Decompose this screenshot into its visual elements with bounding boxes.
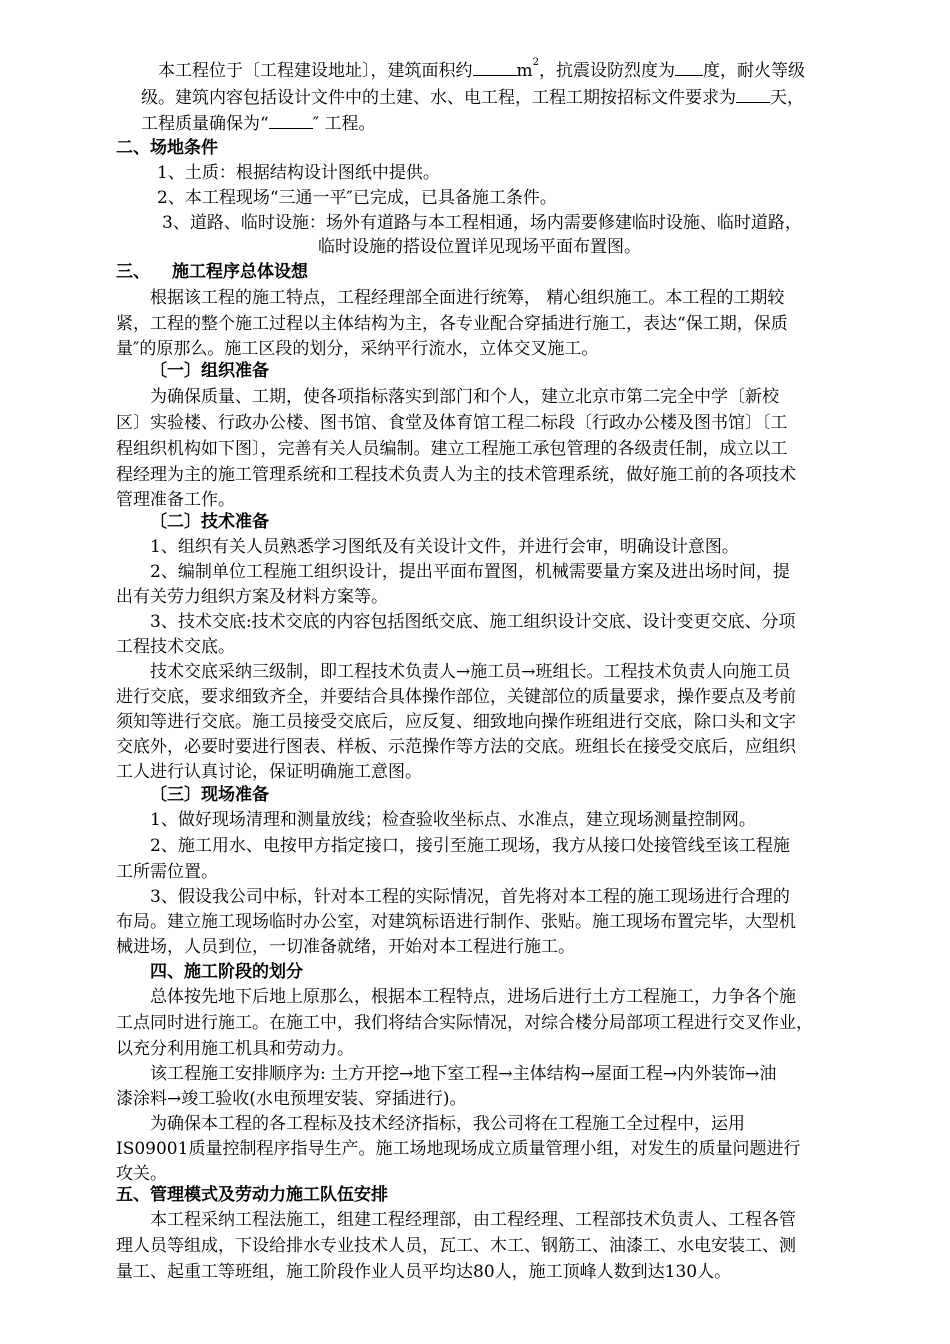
paragraph-line: 根据该工程的施工特点，工程经理部全面进行统筹， 精心组织施工。本工程的工期较: [150, 288, 785, 308]
paragraph-line: 本工程采纳工程法施工，组建工程经理部，由工程经理、工程部技术负责人、工程各管: [150, 1210, 796, 1230]
intro-text: ″ 工程。: [312, 114, 376, 134]
list-item: 1、土质：根据结构设计图纸中提供。: [157, 163, 440, 183]
paragraph-line: 总体按先地下后地上原那么，根据本工程特点，进场后进行土方工程施工，力争各个施: [150, 987, 796, 1007]
paragraph-line: 3、假设我公司中标，针对本工程的实际情况，首先将对本工程的施工现场进行合理的: [150, 887, 790, 907]
blank-area-field: [473, 57, 517, 76]
paragraph-line: 1、做好现场清理和测量放线；检查验收坐标点、水准点，建立现场测量控制网。: [150, 810, 756, 830]
list-item-continuation: 临时设施的搭设位置详见现场平面布置图。: [318, 237, 641, 257]
subsection-heading-technical: 〔二〕技术准备: [150, 512, 269, 532]
paragraph-line: 交底外，必要时要进行图表、样板、示范操作等方法的交底。班组长在接受交底后，应组织: [116, 737, 796, 757]
paragraph-line: 2、编制单位工程施工组织设计，提出平面布置图，机械需要量方案及进出场时间，提: [150, 562, 790, 582]
intro-text: 工程质量确保为“: [141, 114, 269, 134]
unit-text: m: [516, 61, 533, 81]
intro-text: 度，耐火等级: [703, 61, 805, 81]
intro-text: 级。建筑内容包括设计文件中的土建、水、电工程，工程工期按招标文件要求为: [141, 88, 736, 108]
paragraph-line: 布局。建立施工现场临时办公室，对建筑标语进行制作、张贴。施工现场布置完毕，大型机: [116, 912, 796, 932]
paragraph-line: 为确保质量、工期，使各项指标落实到部门和个人，建立北京市第二完全中学〔新校: [150, 387, 779, 407]
paragraph-line: 区〕实验楼、行政办公楼、图书馆、食堂及体育馆工程二标段〔行政办公楼及图书馆〕〔工: [116, 413, 788, 433]
paragraph-line: 该工程施工安排顺序为: 土方开挖→地下室工程→主体结构→屋面工程→内外装饰→油: [150, 1064, 777, 1084]
paragraph-line: 出有关劳力组织方案及材料方案等。: [116, 587, 388, 607]
section-heading-site-conditions: 二、场地条件: [116, 138, 218, 158]
paragraph-line: 量″的原那么。施工区段的划分，采纳平行流水，立体交叉施工。: [116, 339, 599, 359]
paragraph-line: IS09001质量控制程序指导生产。施工场地现场成立质量管理小组，对发生的质量问题进行: [116, 1139, 801, 1159]
paragraph-line: 漆涂料→竣工验收(水电预埋安装、穿插进行)。: [116, 1089, 467, 1109]
paragraph-line: 工点同时进行施工。在施工中，我们将结合实际情况，对综合楼分局部项工程进行交叉作业，: [116, 1013, 813, 1033]
blank-quality-field: [269, 110, 313, 129]
subsection-heading-organization: 〔一〕组织准备: [150, 361, 269, 381]
unit-superscript: 2: [532, 57, 539, 68]
heading-text: 施工程序总体设想: [172, 262, 308, 282]
paragraph-line: 紧，工程的整个施工过程以主体结构为主，各专业配合穿插进行施工，表达“保工期，保质: [116, 314, 788, 334]
intro-line-2: [141, 84, 804, 111]
intro-line-3: [141, 110, 375, 137]
intro-text: 天，: [770, 88, 804, 108]
intro-line-1: [158, 57, 805, 84]
paragraph-line: 进行交底，要求细致齐全，并要结合具体操作部位，关键部位的质量要求，操作要点及考前: [116, 687, 796, 707]
paragraph-line: 程经理为主的施工管理系统和工程技术负责人为主的技术管理系统，做好施工前的各项技术: [116, 465, 796, 485]
paragraph-line: 须知等进行交底。施工员接受交底后，应反复、细致地向操作班组进行交底，除口头和文字: [116, 712, 796, 732]
section-heading-phases: 四、施工阶段的划分: [150, 962, 303, 982]
paragraph-line: 为确保本工程的各工程标及技术经济指标，我公司将在工程施工全过程中，运用: [150, 1114, 745, 1134]
section-heading-construction-plan: [116, 259, 308, 285]
paragraph-line: 2、施工用水、电按甲方指定接口，接引至施工现场，我方从接口处接管线至该工程施: [150, 836, 790, 856]
paragraph-line: 工所需位置。: [116, 862, 218, 882]
paragraph-line: 1、组织有关人员熟悉学习图纸及有关设计文件，并进行会审，明确设计意图。: [150, 537, 739, 557]
blank-seismic-field: [675, 57, 703, 76]
paragraph-line: 工人进行认真讨论，保证明确施工意图。: [116, 762, 422, 782]
paragraph-line: 量工、起重工等班组，施工阶段作业人员平均达80人，施工顶峰人数到达130人。: [116, 1262, 732, 1282]
paragraph-line: 工程技术交底。: [116, 637, 235, 657]
paragraph-line: 攻关。: [116, 1164, 167, 1184]
paragraph-line: 管理准备工作。: [116, 490, 235, 510]
paragraph-line: 3、技术交底:技术交底的内容包括图纸交底、施工组织设计交底、设计变更交底、分项: [150, 612, 796, 632]
paragraph-line: 技术交底采纳三级制，即工程技术负责人→施工员→班组长。工程技术负责人向施工员: [150, 662, 791, 682]
intro-text: 本工程位于〔工程建设地址〕，建筑面积约: [158, 61, 473, 81]
paragraph-line: 程组织机构如下图〕，完善有关人员编制。建立工程施工承包管理的各级责任制，成立以工: [116, 439, 788, 459]
paragraph-line: 理人员等组成，下设给排水专业技术人员，瓦工、木工、钢筋工、油漆工、水电安装工、测: [116, 1236, 796, 1256]
list-item: 3、道路、临时设施：场外有道路与本工程相通，场内需要修建临时设施、临时道路，: [162, 213, 802, 233]
blank-duration-field: [736, 84, 770, 103]
list-item: 2、本工程现场“三通一平″已完成，已具备施工条件。: [157, 188, 557, 208]
paragraph-line: 以充分利用施工机具和劳动力。: [116, 1039, 354, 1059]
paragraph-line: 械进场，人员到位，一切准备就绪，开始对本工程进行施工。: [116, 937, 575, 957]
subsection-heading-site: 〔三〕现场准备: [150, 785, 269, 805]
section-heading-management: 五、管理模式及劳动力施工队伍安排: [116, 1185, 388, 1205]
intro-text: ，抗震设防烈度为: [539, 61, 675, 81]
heading-number: 三、: [116, 262, 150, 282]
